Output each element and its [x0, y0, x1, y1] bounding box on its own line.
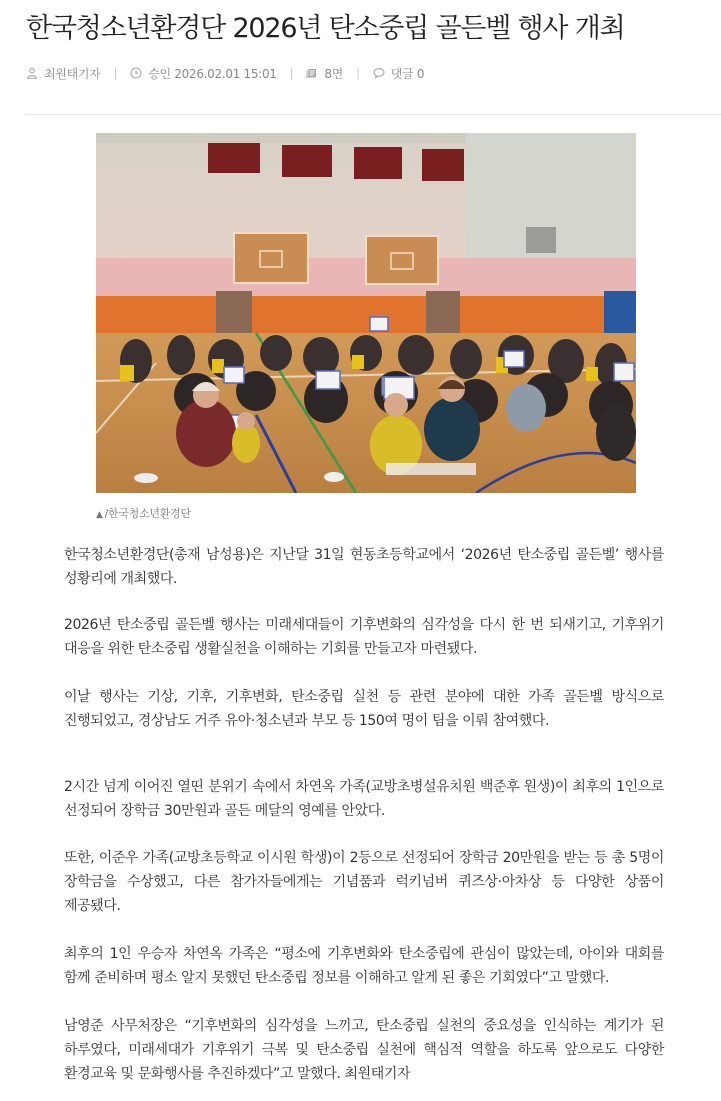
article-paragraph: 한국청소년환경단(총재 남성용)은 지난달 31일 현동초등학교에서 ‘2026년 탄소중립 골든벨’ 행사를 성황리에 개최했다.: [64, 547, 664, 587]
meta-approved-text: 승인 2026.02.01 15:01: [148, 66, 277, 81]
article-meta: [26, 64, 424, 82]
meta-page: [306, 65, 343, 82]
article-title: 한국청소년환경단 2026년 탄소중립 골든벨 행사 개최: [26, 13, 625, 44]
gym-event-image: [96, 133, 636, 493]
speech-bubble-icon: [373, 67, 385, 79]
meta-separator: |: [113, 66, 118, 80]
meta-author-text: 최원태기자: [44, 66, 101, 81]
article-paragraph: 남영준 사무처장은 “기후변화의 심각성을 느끼고, 탄소중립 실천의 중요성을 인식하는 계기가 된 하루였다, 미래세대가 기후위기 극복 및 탄소중립 실천에 핵심적 역할을 하도록 앞으로도 다양한 환경교육 및 문화행사를 추진하겠다”고 말했다. 최원태기자: [64, 1018, 664, 1082]
meta-approved: [130, 65, 276, 82]
article-paragraph: 최후의 1인 우승자 차연옥 가족은 “평소에 기후변화와 탄소중립에 관심이 많았는데, 아이와 대회를 함께 준비하며 평소 알지 못했던 탄소중립 정보를 이해하고 알게 된 좋은 기회였다”고 말했다.: [64, 946, 664, 986]
meta-author[interactable]: [26, 65, 100, 82]
photo-caption: [96, 505, 191, 521]
triangle-up-icon: ▲: [96, 510, 103, 520]
article-paragraph: 이날 행사는 기상, 기후, 기후변화, 탄소중립 실천 등 관련 분야에 대한 가족 골든벨 방식으로 진행되었고, 경상남도 거주 유아·청소년과 부모 등 150여 명이 팀을 이뤄 참여했다.: [64, 689, 664, 729]
clock-icon: [130, 67, 142, 79]
newspaper-icon: [306, 67, 318, 79]
photo-caption-text: /한국청소년환경단: [104, 507, 191, 520]
meta-separator: |: [289, 66, 294, 80]
article-paragraph: 2시간 넘게 이어진 열띤 분위기 속에서 차연옥 가족(교방초병설유치원 백준후 원생)이 최후의 1인으로 선정되어 장학금 30만원과 골든 메달의 영예를 안았다.: [64, 779, 664, 819]
meta-page-text: 8면: [324, 66, 344, 81]
meta-comments[interactable]: [373, 65, 424, 82]
article-body: [64, 543, 664, 1086]
article-photo[interactable]: [96, 133, 636, 493]
meta-comments-text: 댓글 0: [390, 66, 425, 81]
meta-separator: |: [356, 66, 360, 80]
article-paragraph: 또한, 이준우 가족(교방초등학교 이시원 학생)이 2등으로 선정되어 장학금 20만원을 받는 등 총 5명이 장학금을 수상했고, 다른 참가자들에게는 기념품과 럭키넘버 퀴즈상·아차상 등 다양한 상품이 제공됐다.: [64, 850, 664, 914]
person-icon: [26, 67, 38, 79]
article-paragraph: 2026년 탄소중립 골든벨 행사는 미래세대들이 기후변화의 심각성을 다시 한 번 되새기고, 기후위기 대응을 위한 탄소중립 생활실천을 이해하는 기회를 만들고자 마련됐다.: [64, 617, 664, 657]
header-divider: [26, 114, 721, 115]
